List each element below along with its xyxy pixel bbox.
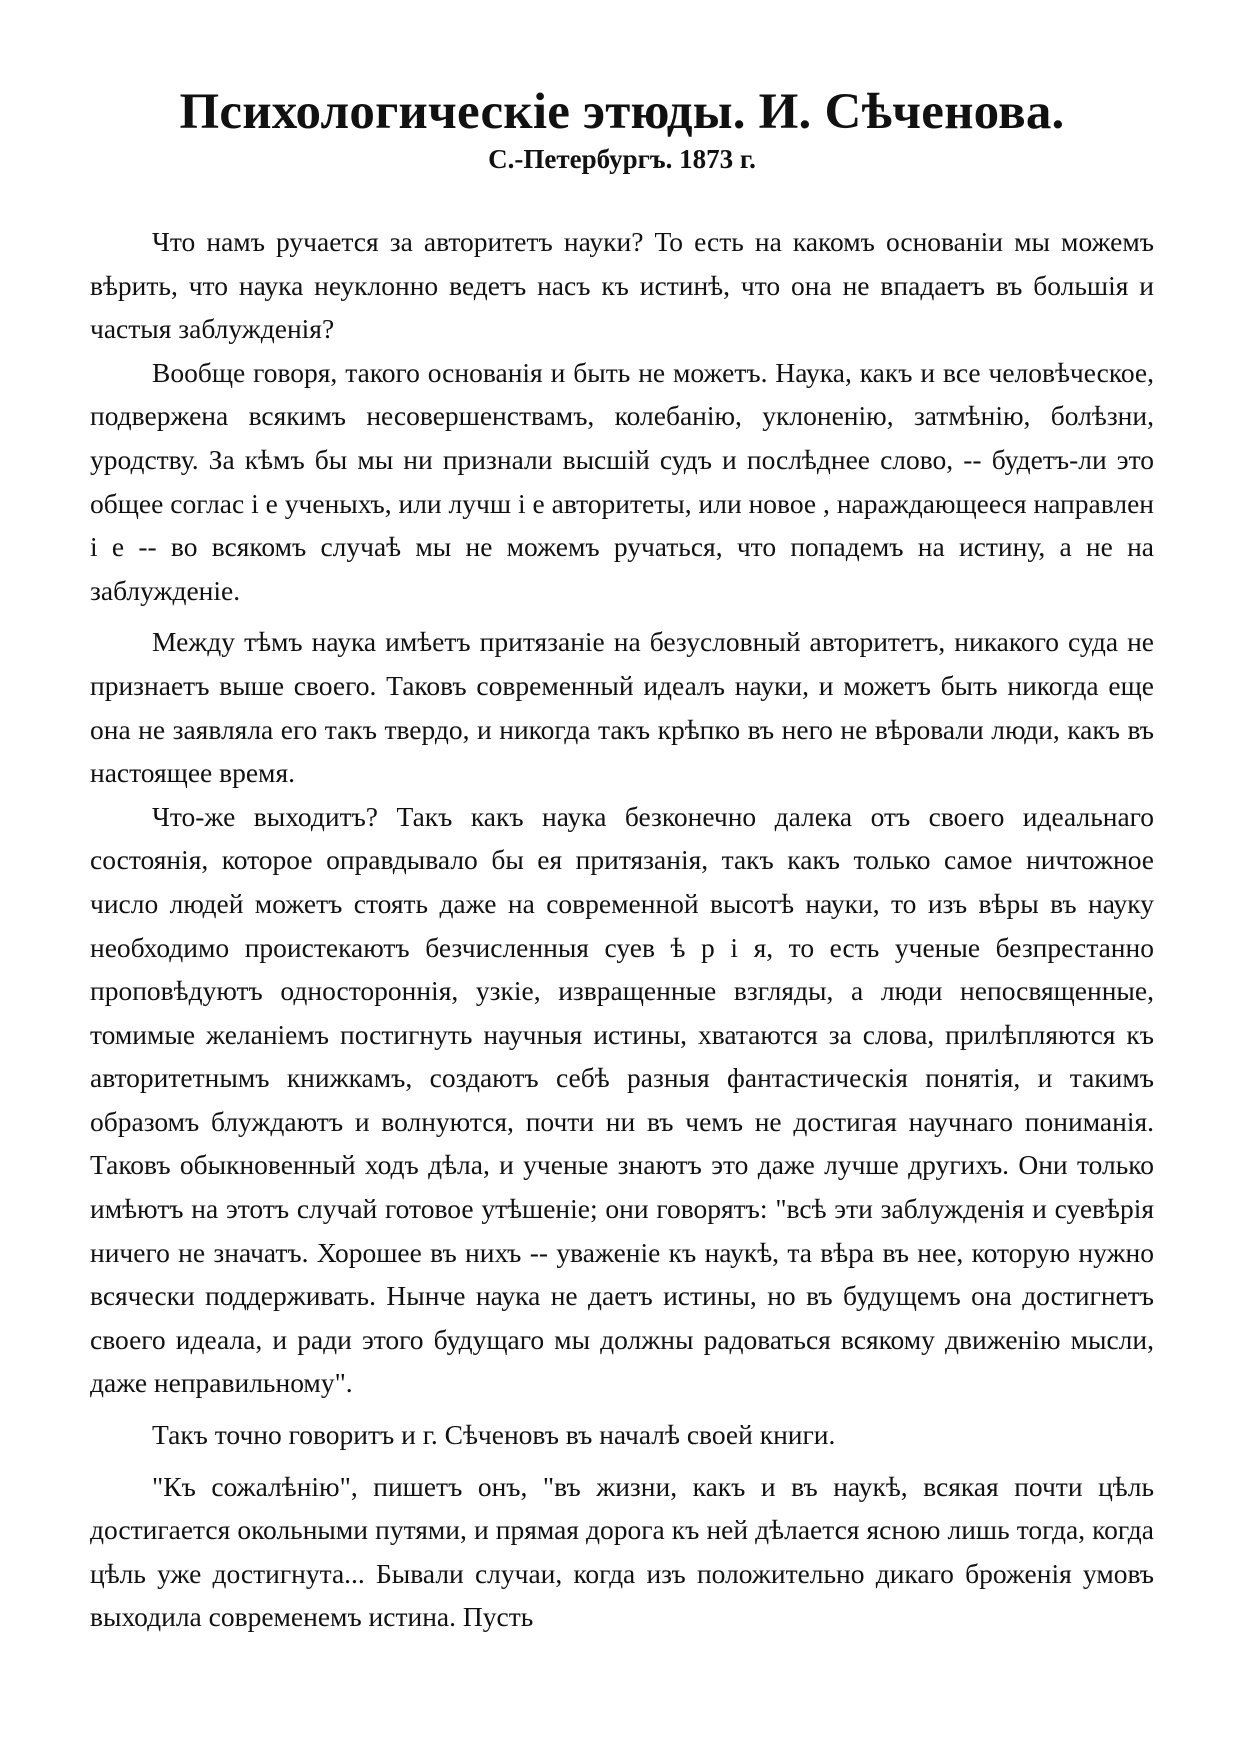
paragraph: Такъ точно говоритъ и г. Сѣченовъ въ началѣ своей книги. <box>152 1419 836 1451</box>
page-subtitle: С.-Петербургъ. 1873 г. <box>488 144 756 174</box>
page-title: Психологическіе этюды. И. Сѣченова. <box>179 84 1065 140</box>
paragraph: Вообще говоря, такого основанія и быть не можетъ. Наука, какъ и все человѣческое, подвержена всякимъ несовершенствамъ, колебанію, уклоненію, затмѣнію, болѣзни, уродству. За кѣмъ бы мы ни признали высшій судъ и послѣднее слово, -- будетъ-ли это общее соглас і е ученыхъ, или лучш і е авторитеты, или новое , нараждающееся направлен і е -- во всякомъ случаѣ мы не можемъ ручаться, что попадемъ на истину, а не на заблужденіе. <box>90 356 1154 606</box>
paragraph: Между тѣмъ наука имѣетъ притязаніе на безусловный авторитетъ, никакого суда не признаетъ выше своего. Таковъ современный идеалъ науки, и можетъ быть никогда еще она не заявляла его такъ твердо, и никогда такъ крѣпко въ него не вѣровали люди, какъ въ настоящее время. <box>90 626 1154 789</box>
paragraph: "Къ сожалѣнію", пишетъ онъ, "въ жизни, какъ и въ наукѣ, всякая почти цѣль достигается окольными путями, и прямая дорога къ ней дѣлается ясною лишь тогда, когда цѣль уже достигнута... Бывали случаи, когда изъ положительно дикаго броженія умовъ выходила современемъ истина. Пусть <box>90 1470 1154 1633</box>
paragraph: Что-же выходитъ? Такъ какъ наука безконечно далека отъ своего идеальнаго состоянія, которое оправдывало бы ея притязанія, такъ какъ только самое ничтожное число людей можетъ стоять даже на современной высотѣ науки, то изъ вѣры въ науку необходимо проистекаютъ безчисленныя суев ѣ р і я, то есть ученые безпрестанно проповѣдуютъ одностороннія, узкіе, извращенные взгляды, а люди непосвященные, томимые желаніемъ постигнуть научныя истины, хватаются за слова, прилѣпляются къ авторитетнымъ книжкамъ, создаютъ себѣ разныя фантастическія понятія, и такимъ образомъ блуждаютъ и волнуются, почти ни въ чемъ не достигая научнаго пониманія. Таковъ обыкновенный ходъ дѣла, и ученые знаютъ это даже лучше другихъ. Они только имѣютъ на этотъ случай готовое утѣшеніе; они говорятъ: "всѣ эти заблужденія и суевѣрія ничего не значатъ. Хорошее въ нихъ -- уваженіе къ наукѣ, та вѣра въ нее, которую нужно всячески поддерживать. Нынче наука не даетъ истины, но въ будущемъ она достигнетъ своего идеала, и ради этого будущаго мы должны радоваться всякому движенію мысли, даже неправильному". <box>90 800 1154 1399</box>
document-body <box>90 220 1154 1639</box>
paragraph: Что намъ ручается за авторитетъ науки? То есть на какомъ основаніи мы можемъ вѣрить, что наука неуклонно ведетъ насъ къ истинѣ, что она не впадаетъ въ большія и частыя заблужденія? <box>90 226 1154 345</box>
